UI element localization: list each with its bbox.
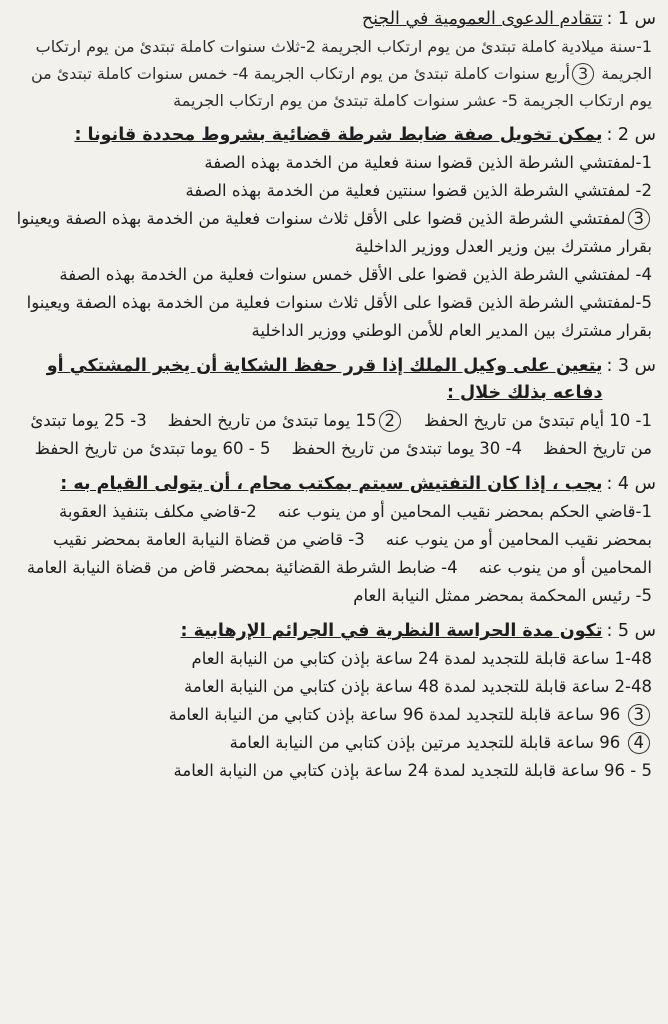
question-title: تكون مدة الحراسة النظرية في الجرائم الإرهابية : [180, 621, 603, 641]
option-5: 5 - 96 ساعة قابلة للتجديد لمدة 24 ساعة بإذن كتابي من النيابة العامة [173, 761, 652, 780]
question-number: س 1 : [606, 9, 656, 29]
circled-answer-mark: 2 [379, 410, 402, 432]
option-5: 5-لمفتشي الشرطة الذين قضوا على الأقل ثلاث سنوات فعلية من الخدمة بهذه الصفة ويعينوا بقرار مشترك بين المدير العام للأمن الوطني ووزير الداخلية [26, 293, 652, 340]
options-list [12, 498, 656, 610]
option-1: 1-لمفتشي الشرطة الذين قضوا سنة فعلية من الخدمة بهذه الصفة [204, 153, 652, 172]
circled-answer-mark: 3 [572, 63, 594, 85]
question-1-header [12, 6, 656, 33]
question-number: س 3 : [606, 356, 656, 376]
options-list [12, 149, 656, 345]
option-2: 2-ثلاث سنوات كاملة تبتدئ من يوم ارتكاب الجريمة [35, 37, 652, 83]
circled-answer-mark: 3 [628, 208, 651, 230]
options-list [12, 33, 656, 114]
question-title: تتقادم الدعوى العمومية في الجنح [361, 9, 603, 29]
option-3: 3- 25 يوما تبتدئ من تاريخ الحفظ [30, 411, 652, 458]
option-5: 5 - 60 يوما تبتدئ من تاريخ الحفظ [34, 439, 271, 458]
circled-answer-mark: 4 [628, 732, 651, 754]
question-number: س 4 : [606, 474, 656, 494]
option-1: 1-سنة ميلادية كاملة تبتدئ من يوم ارتكاب الجريمة [321, 37, 652, 56]
question-3 [12, 353, 656, 463]
question-3-header [12, 353, 656, 407]
option-3: 3 96 ساعة قابلة للتجديد لمدة 96 ساعة بإذن كتابي من النيابة العامة [12, 701, 652, 729]
option-1: 1-48 ساعة قابلة للتجديد لمدة 24 ساعة بإذن كتابي من النيابة العام [191, 649, 652, 668]
option-4: 4- لمفتشي الشرطة الذين قضوا على الأقل خمس سنوات فعلية من الخدمة بهذه الصفة [59, 265, 652, 284]
option-1: 1-قاضي الحكم بمحضر نقيب المحامين أو من ينوب عنه [277, 502, 652, 521]
option-3: 3لمفتشي الشرطة الذين قضوا على الأقل ثلاث سنوات فعلية من الخدمة بهذه الصفة ويعينوا بقرار مشترك بين وزير العدل ووزير الداخلية [16, 209, 652, 256]
option-4: 4- ضابط الشرطة القضائية بمحضر قاض من قضاة النيابة العامة [26, 558, 458, 577]
options-list [12, 645, 656, 785]
option-3: 3أربع سنوات كاملة تبتدئ من يوم ارتكاب الجريمة [254, 64, 596, 83]
question-2-header [12, 122, 656, 149]
question-number: س 2 : [606, 125, 656, 145]
question-1 [12, 6, 656, 114]
option-2: 2-48 ساعة قابلة للتجديد لمدة 48 ساعة بإذن كتابي من النيابة العامة [184, 677, 652, 696]
option-2: 2- لمفتشي الشرطة الذين قضوا سنتين فعلية من الخدمة بهذه الصفة [185, 181, 652, 200]
question-5-header [12, 618, 656, 645]
option-2: 215 يوما تبتدئ من تاريخ الحفظ [168, 411, 403, 430]
option-4: 4- خمس سنوات كاملة تبتدئ من يوم ارتكاب الجريمة [30, 64, 652, 110]
option-5: 5- رئيس المحكمة بمحضر ممثل النيابة العام [353, 586, 652, 605]
option-5: 5- عشر سنوات كاملة تبتدئ من يوم ارتكاب الجريمة [173, 91, 518, 110]
options-list [12, 407, 656, 463]
option-2: 2-قاضي مكلف بتنفيذ العقوبة بمحضر نقيب المحامين أو من ينوب عنه [58, 502, 652, 549]
option-4: 4 96 ساعة قابلة للتجديد مرتين بإذن كتابي من النيابة العامة [12, 729, 652, 757]
question-title: يمكن تخويل صفة ضابط شرطة قضائية بشروط محددة قانونا : [74, 125, 603, 145]
question-title: يتعين على وكيل الملك إذا قرر حفظ الشكاية أن يخبر المشتكي أو دفاعه بذلك خلال : [46, 356, 603, 403]
circled-answer-mark: 3 [628, 704, 651, 726]
option-4: 4- 30 يوما تبتدئ من تاريخ الحفظ [291, 439, 523, 458]
option-3: 3- قاضي من قضاة النيابة العامة بمحضر نقيب المحامين أو من ينوب عنه [52, 530, 652, 577]
option-1: 1- 10 أيام تبتدئ من تاريخ الحفظ [424, 411, 652, 430]
question-2 [12, 122, 656, 345]
question-4 [12, 471, 656, 610]
question-5 [12, 618, 656, 785]
question-title: يجب ، إذا كان التفتيش سيتم بمكتب محام ، أن يتولى القيام به : [60, 474, 603, 494]
question-4-header [12, 471, 656, 498]
question-number: س 5 : [606, 621, 656, 641]
